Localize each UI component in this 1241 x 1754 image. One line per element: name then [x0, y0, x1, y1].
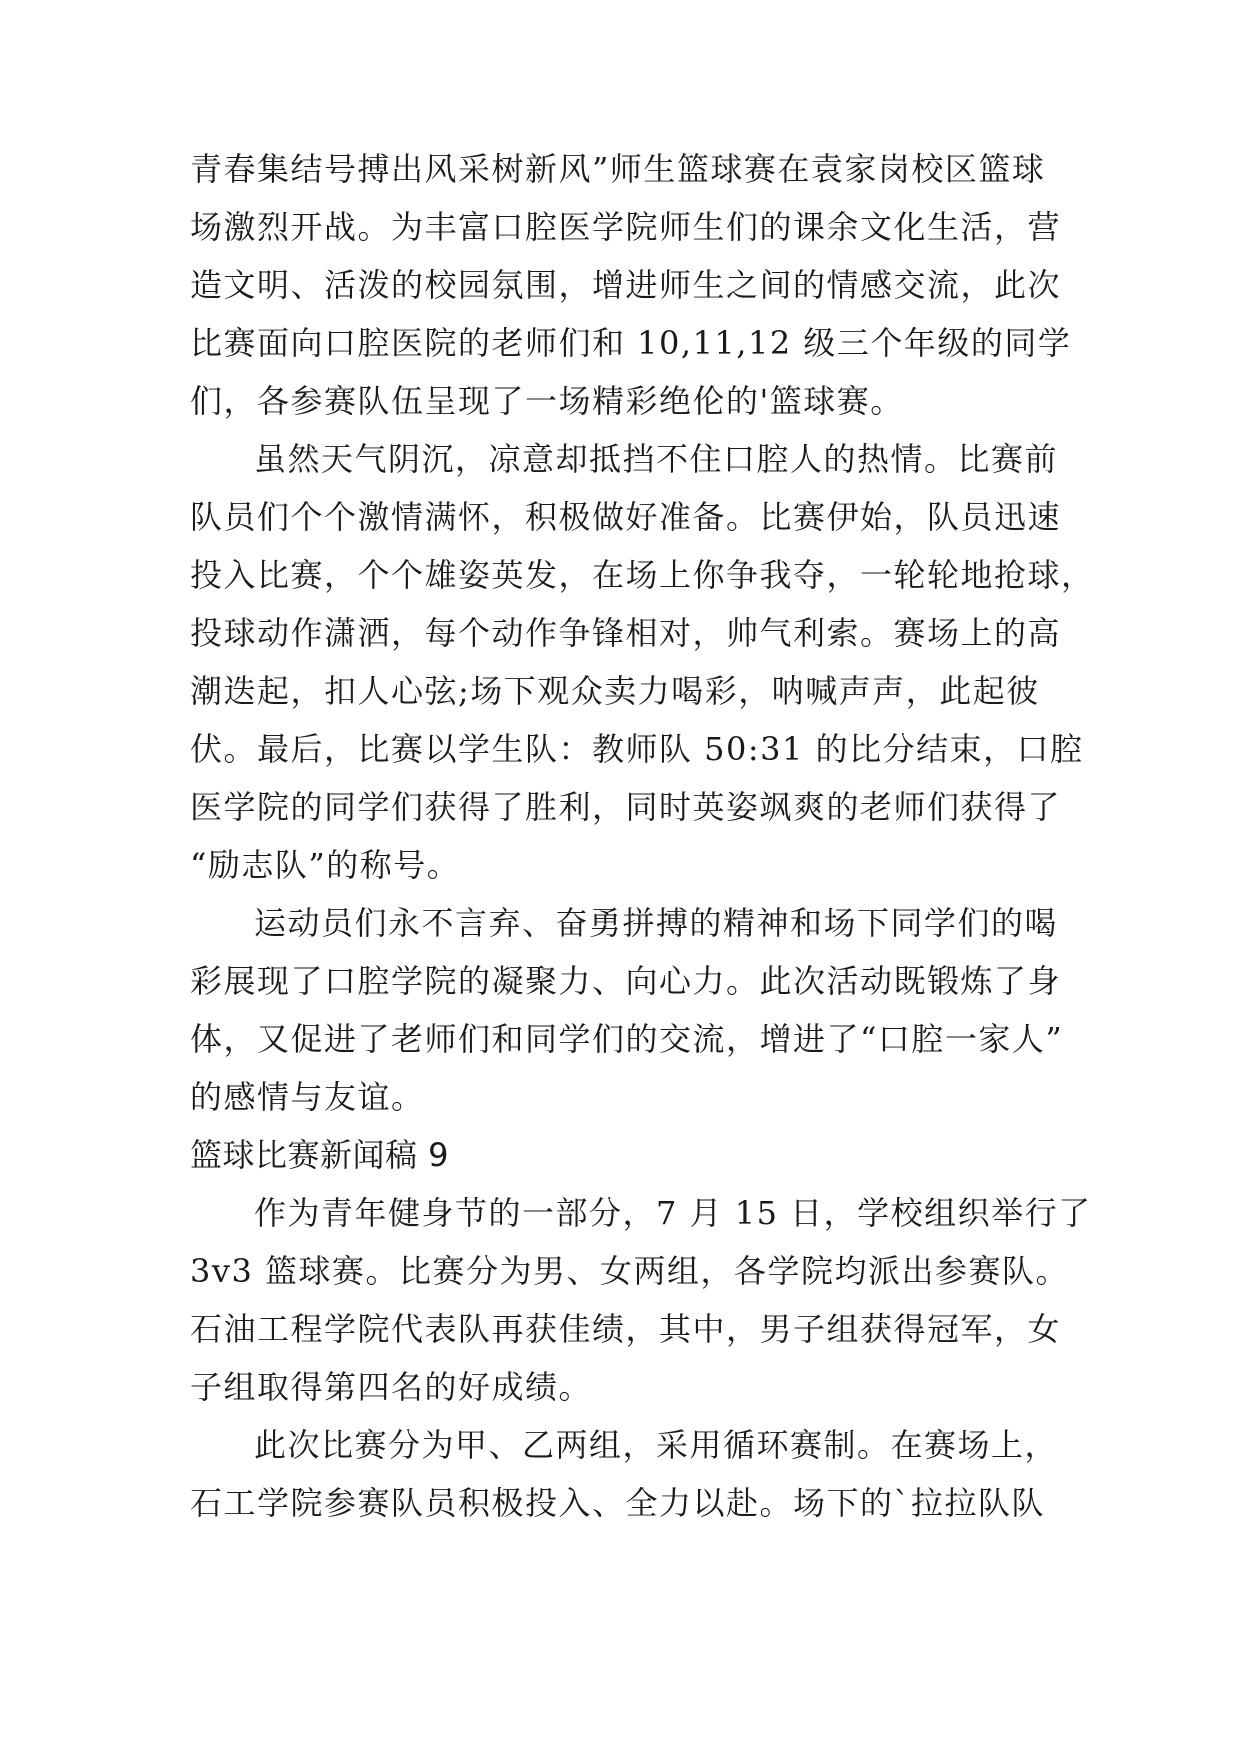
paragraph-line: 医学院的同学们获得了胜利，同时英姿飒爽的老师们获得了	[190, 788, 1062, 826]
paragraph-line: 子组取得第四名的好成绩。	[190, 1368, 593, 1406]
paragraph-line: 场激烈开战。为丰富口腔医学院师生们的课余文化生活，营	[190, 208, 1062, 246]
paragraph-line: 运动员们永不言弃、奋勇拼搏的精神和场下同学们的喝	[254, 904, 1059, 942]
paragraph-line: 比赛面向口腔医院的老师们和 10,11,12 级三个年级的同学	[190, 324, 1072, 362]
paragraph-line: 伏。最后，比赛以学生队：教师队 50:31 的比分结束，口腔	[190, 730, 1084, 768]
paragraph-line: 石油工程学院代表队再获佳绩，其中，男子组获得冠军，女	[190, 1310, 1062, 1348]
paragraph-line: 青春集结号搏出风采树新风”师生篮球赛在袁家岗校区篮球	[190, 150, 1046, 188]
paragraph-line: 石工学院参赛队员积极投入、全力以赴。场下的`拉拉队队	[190, 1484, 1046, 1522]
paragraph-line: 造文明、活泼的校园氛围，增进师生之间的情感交流，此次	[190, 266, 1062, 304]
section-heading: 篮球比赛新闻稿 9	[190, 1136, 450, 1174]
paragraph-line: 体，又促进了老师们和同学们的交流，增进了“口腔一家人”	[190, 1020, 1064, 1058]
paragraph-line: 投球动作潇洒，每个动作争锋相对，帅气利索。赛场上的高	[190, 614, 1062, 652]
paragraph-line: 作为青年健身节的一部分，7 月 15 日，学校组织举行了	[254, 1194, 1092, 1232]
paragraph-line: 们，各参赛队伍呈现了一场精彩绝伦的'篮球赛。	[190, 382, 904, 420]
paragraph-line: 3v3 篮球赛。比赛分为男、女两组，各学院均派出参赛队。	[190, 1252, 1069, 1290]
paragraph-line: 队员们个个激情满怀，积极做好准备。比赛伊始，队员迅速	[190, 498, 1062, 536]
paragraph-line: 此次比赛分为甲、乙两组，采用循环赛制。在赛场上，	[254, 1426, 1059, 1464]
paragraph-line: “励志队”的称号。	[190, 846, 461, 884]
paragraph-line: 的感情与友谊。	[190, 1078, 425, 1116]
paragraph-line: 潮迭起，扣人心弦;场下观众卖力喝彩，呐喊声声，此起彼	[190, 672, 1040, 710]
paragraph-line: 彩展现了口腔学院的凝聚力、向心力。此次活动既锻炼了身	[190, 962, 1062, 1000]
paragraph-line: 投入比赛，个个雄姿英发，在场上你争我夺，一轮轮地抢球，	[190, 556, 1095, 594]
paragraph-line: 虽然天气阴沉，凉意却抵挡不住口腔人的热情。比赛前	[254, 440, 1059, 478]
